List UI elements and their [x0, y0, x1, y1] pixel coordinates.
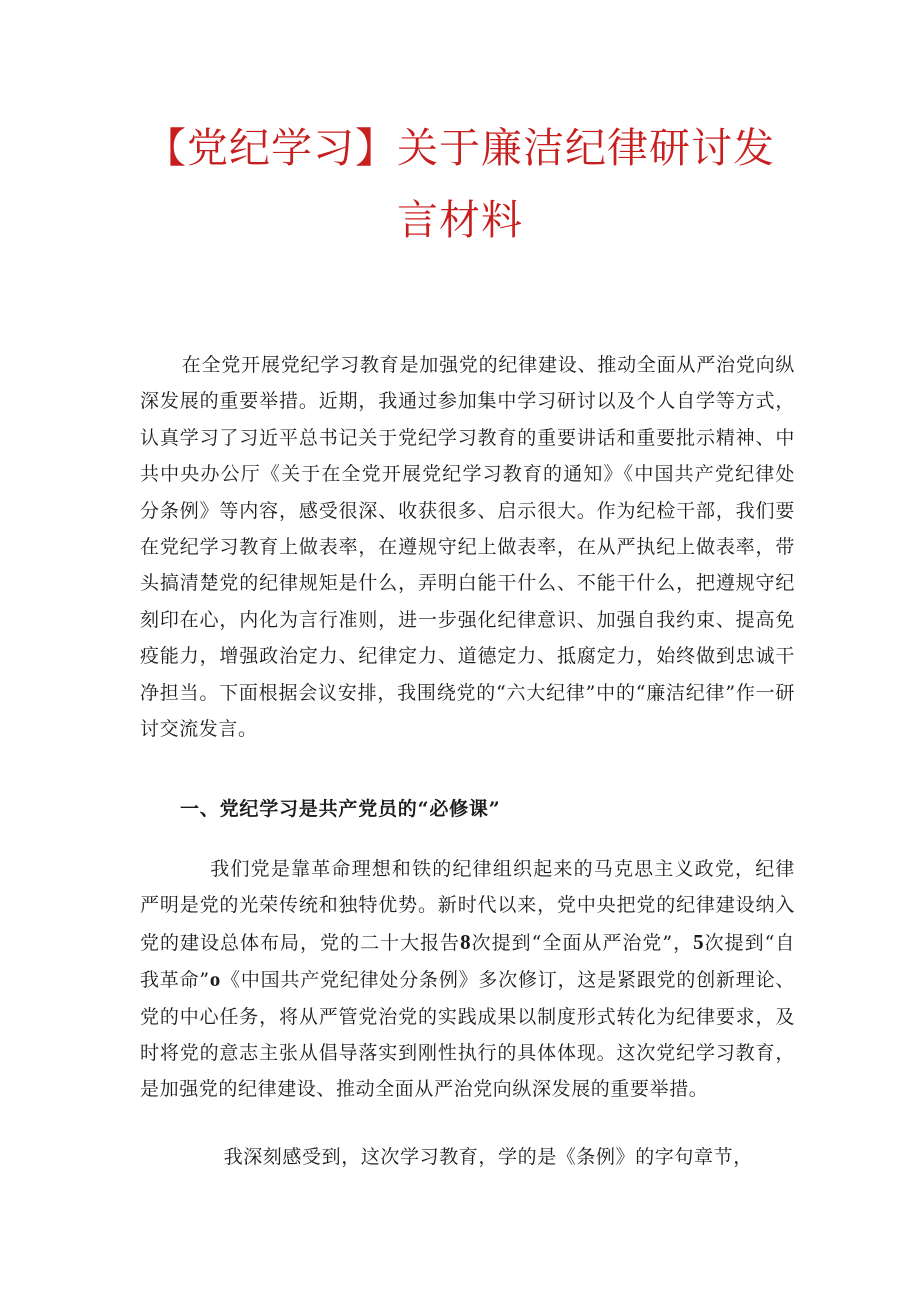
paragraph-text: 我们党是靠革命理想和铁的纪律组织起来的马克思主义政党，纪律严明是党的光荣传统和独特优势。新时代以来，党中央把党的纪律建设纳入党的建设总体布局，党的二十大报告 [140, 858, 795, 954]
section-1-heading: 一、党纪学习是共产党员的“必修课” [180, 798, 501, 820]
paragraph-text: 次提到“自我革命” [140, 931, 795, 992]
document-title [140, 112, 780, 256]
title-line-1: 【党纪学习】关于廉洁纪律研讨发 [145, 124, 775, 172]
revolution-count-number: 5 [693, 929, 705, 954]
paragraph-text: 《中国共产党纪律处分条例》多次修订，这是紧跟党的创新理论、党的中心任务，将从严管党治党的实践成果以制度形式转化为纪律要求，及时将党的意志主张从倡导落实到刚性执行的具体体现。这次党纪学习教育，是加强党的纪律建设、推动全面从严治党向纵深发展的重要举措。 [140, 969, 795, 1101]
paragraph-text: 次提到“全面从严治党”， [471, 931, 694, 954]
stray-character: o [209, 967, 221, 992]
report-count-number: 8 [460, 929, 472, 954]
intro-paragraph: 在全党开展党纪学习教育是加强党的纪律建设、推动全面从严治党向纵深发展的重要举措。近期，我通过参加集中学习研讨以及个人自学等方式，认真学习了习近平总书记关于党纪学习教育的重要讲话和重要批示精神、中共中央办公厅《关于在全党开展党纪学习教育的通知》《中国共产党纪律处分条例》等内容，感受很深、收获很多、启示很大。作为纪检干部，我们要在党纪学习教育上做表率，在遵规守纪上做表率，在从严执纪上做表率，带头搞清楚党的纪律规矩是什么，弄明白能干什么、不能干什么，把遵规守纪刻印在心，内化为言行准则，进一步强化纪律意识、加强自我约束、提高免疫能力，增强政治定力、纪律定力、道德定力、抵腐定力，始终做到忠诚干净担当。下面根据会议安排，我围绕党的“六大纪律”中的“廉洁纪律”作一研讨交流发言。 [140, 354, 795, 741]
section-1-paragraph-2: 我深刻感受到，这次学习教育，学的是《条例》的字句章节， [223, 1146, 753, 1168]
section-1-paragraph-1 [140, 851, 795, 1108]
title-line-2: 言材料 [397, 196, 523, 244]
